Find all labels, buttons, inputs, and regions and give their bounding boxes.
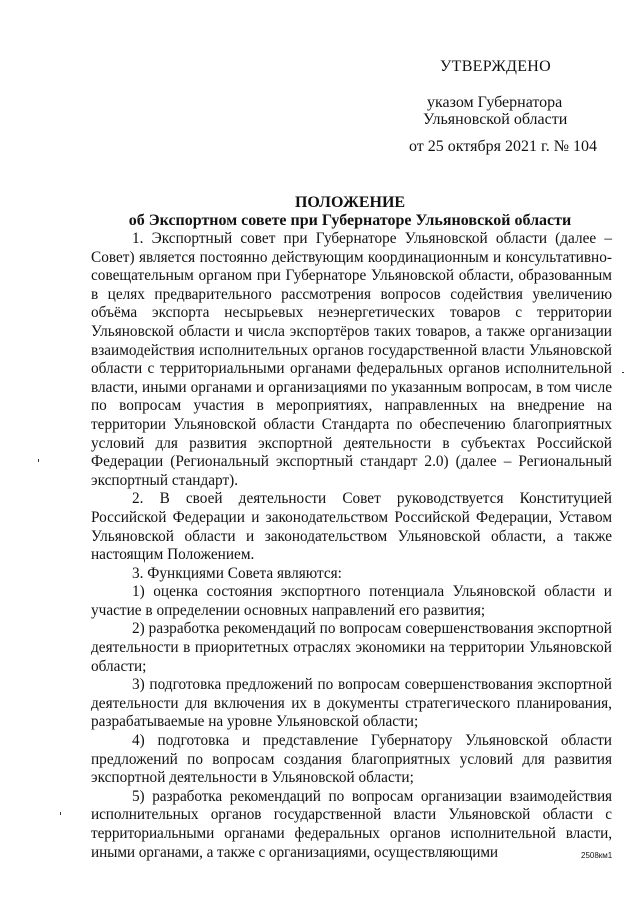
list-item-1: 1) оценка состояния экспортного потенциала Ульяновской области и участие в определении основных направлений его развития; [91, 583, 612, 619]
scan-artifact-mark [60, 812, 61, 815]
document-subtitle: об Экспортном совете при Губернаторе Ульяновской области [128, 212, 572, 229]
approval-line-1: указом Губернатора [427, 94, 563, 111]
list-item-5: 5) разработка рекомендаций по вопросам организации взаимодействия исполнительных органов государственной власти Ульяновской области с территориальными органами федеральных органов исполнительной власти, иными органами, а также с организациями, осуществляющими [91, 787, 612, 861]
list-item-4: 4) подготовка и представление Губернатору Ульяновской области предложений по вопросам создания благоприятных условий для развития экспортной деятельности в Ульяновской области; [91, 732, 612, 787]
approval-line-2: Ульяновской области [423, 111, 568, 128]
list-item-2: 2) разработка рекомендаций по вопросам совершенствования экспортной деятельности в приоритетных отраслях экономики на территории Ульяновской области; [91, 620, 612, 675]
scan-artifact-mark [622, 372, 624, 373]
document-title: ПОЛОЖЕНИЕ [294, 194, 406, 211]
list-item-3: 3) подготовка предложений по вопросам совершенствования экспортной деятельности для включения их в документы стратегического планирования, разрабатываемые на уровне Ульяновской области; [91, 676, 612, 731]
paragraph-3: 3. Функциями Совета являются: [132, 564, 342, 582]
document-body [91, 230, 612, 862]
scan-artifact-mark [38, 459, 39, 462]
paragraph-1: 1. Экспортный совет при Губернаторе Ульяновской области (далее – Совет) является постоянно действующим координационным и консультативно-совещательным органом при Губернаторе Ульяновской области, образованным в целях предварительного рассмотрения вопросов содействия увеличению объёма экспорта несырьевых неэнергетических товаров с территории Ульяновской области и числа экспортёров таких товаров, а также организации взаимодействия исполнительных органов государственной власти Ульяновской области с территориальными органами федеральных органов исполнительной власти, иными органами и организациями по указанным вопросам, в том числе по вопросам участия в мероприятиях, направленных на внедрение на территории Ульяновской области Стандарта по обеспечению благоприятных условий для развития экспортной деятельности в субъектах Российской Федерации (Региональный экспортный стандарт 2.0) (далее – Региональный экспортный стандарт). [91, 230, 612, 489]
approval-title: УТВЕРЖДЕНО [440, 58, 552, 75]
paragraph-2: 2. В своей деятельности Совет руководствуется Конституцией Российской Федерации и законодательством Российской Федерации, Уставом Ульяновской области и законодательством Ульяновской области, а также настоящим Положением. [91, 490, 612, 564]
footer-document-code: 2508км1 [581, 851, 613, 860]
approval-line-3: от 25 октября 2021 г. № 104 [409, 138, 598, 155]
